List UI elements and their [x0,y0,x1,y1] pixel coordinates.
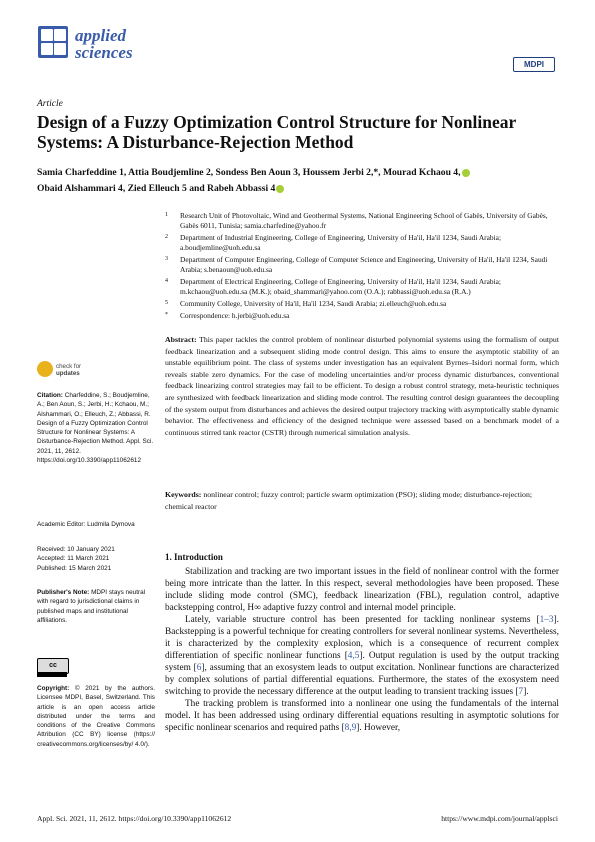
academic-editor: Academic Editor: Ludmila Dymova [37,521,135,528]
copyright-block: Copyright: © 2021 by the authors. Licensee MDPI, Basel, Switzerland. This article is an open access article distributed under the terms and conditions of the Creative Commons Attribution (CC BY) license (https:// creativecommons.org/licenses/by/ 4.0/). [37,685,155,748]
citation-link[interactable]: 7 [518,687,524,697]
journal-name: applied sciences [75,26,133,62]
affiliation-item: 3 Department of Computer Engineering, College of Computer Science and Engineering, University of Ha'il, Ha'il 1234, Saudi Arabia; s.benaoun@uoh.edu.sa [165,255,548,274]
keywords-label: Keywords: [165,490,202,499]
check-updates-icon [37,361,53,377]
author-list [37,165,562,197]
footer-citation: Appl. Sci. 2021, 11, 2612. https://doi.org/10.3390/app11062612 [37,814,232,823]
abstract [165,334,559,438]
citation-link[interactable]: 6 [196,663,202,673]
section-heading: 1. Introduction [165,552,223,562]
citation-link[interactable]: 4,5 [347,651,360,661]
abstract-text: This paper tackles the control problem of nonlinear disturbed polynomial systems using the formalism of output feedback linearization and a subsequent sliding mode control design. This aims to ensure the asymptotic stability of an unstable equilibrium point. The class of systems under investigation has an equivalent Byrnes–Isidori normal form, which reveals stable zero dynamics. For the case of modeling uncertainties and/or process dynamic disturbances, conventional feedback linearizing control strategies may fail to be efficient. To design a robust control strategy, meta-heuristic techniques are synthesized with feedback linearization and sliding mode control. The resulting control design guarantees the decoupling of the system output from disturbances and achieves the desired output trajectory tracking with asymptotically stable dynamic behavior. The effectiveness and efficiency of the designed technique were assessed based on a benchmark model of a continuous stirred tank reactor (CSTR) through numerical simulation analysis. [165,335,560,437]
journal-logo-icon [38,26,68,58]
paragraph: The tracking problem is transformed into a nonlinear one using the fundamentals of the internal model. It has been addressed using ordinary differential equations resulting in asymptotic solutions for specific nonlinear scenarios and required paths [8,9]. However, [165,699,559,733]
orcid-icon[interactable] [276,185,284,193]
keywords [165,489,559,512]
cc-license-icon[interactable]: cc [37,658,69,674]
footer-journal-link[interactable]: https://www.mdpi.com/journal/applsci [441,814,558,823]
dates: Received: 10 January 2021 Accepted: 11 March 2021 Published: 15 March 2021 [37,546,115,572]
authors-line-2: Obaid Alshammari 4, Zied Elleuch 5 and Rabeh Abbassi 4 [37,183,276,194]
orcid-icon[interactable] [462,169,470,177]
paragraph: Lately, variable structure control has been presented for tackling nonlinear systems [1–3]. Backstepping is a powerful technique for creating controllers for several nonlinear systems. Nevertheless, it is characterized by the complexity explosion, which is a consequence of recurrent complex differentiation of specific nonlinear functions [4,5]. Output regulation is used by the output tracking system [6], assuming that an exosystem leads to output excitation. Nonlinear functions are characterized by complex solutions of partial differential equations. Furthermore, the states of the exosystem need switching to provide the necessary difference at the output leading to transient tracking issues [7]. [165,615,560,697]
keywords-text: nonlinear control; fuzzy control; particle swarm optimization (PSO); sliding mode; disturbance-rejection; chemical reactor [165,490,533,511]
affiliation-item: 2 Department of Industrial Engineering, College of Engineering, University of Ha'il, Ha'il 1234, Saudi Arabia; a.boudjemline@uoh.edu.sa [165,233,501,252]
citation-block: Citation: Charfeddine, S.; Boudjemline, A.; Ben Aoun, S.; Jerbi, H.; Kchaou, M.; Alshammari, O.; Elleuch, Z.; Abbassi, R. Design of a Fuzzy Optimization Control Structure for Nonlinear Systems: A Disturbance-Rejection Method. Appl. Sci. 2021, 11, 2612. https://doi.org/10.3390/app11062612 [37,392,154,465]
publisher-note: Publisher's Note: MDPI stays neutral with regard to jurisdictional claims in published maps and institutional affiliations. [37,589,146,624]
affiliation-item: 5 Community College, University of Ha'il, Ha'il 1234, Saudi Arabia; zi.elleuch@uoh.edu.sa [165,299,447,308]
affiliation-item: 4 Department of Electrical Engineering, College of Engineering, University of Ha'il, Ha'il 1234, Saudi Arabia; m.kchaou@uoh.edu.sa (M.K.); obaid_shammari@yahoo.com (O.A.); rabbassi@uoh.edu.sa (R.A.) [165,277,501,296]
abstract-label: Abstract: [165,335,197,344]
paper-title: Design of a Fuzzy Optimization Control Structure for Nonlinear Systems: A Disturbance-Rejection Method [37,112,516,152]
citation-link[interactable]: 1–3 [539,615,554,625]
authors-line-1: Samia Charfeddine 1, Attia Boudjemline 2, Sondess Ben Aoun 3, Houssem Jerbi 2,*, Mourad Kchaou 4, [37,167,461,178]
paragraph: Stabilization and tracking are two important issues in the field of nonlinear control with the former being more intricate than the latter. In this respect, several methodologies have been proposed. These include sliding mode control (SMC), feedback linearization (FBL), regulation control, adaptive backstepping control, H∞ adaptive fuzzy control and internal model principle. [165,567,559,613]
body-text [165,566,559,734]
affiliation-item: 1 Research Unit of Photovoltaic, Wind and Geothermal Systems, National Engineering School of Gabès, University of Gabès, Gabès 6011, Tunisia; samia.charfedine@yahoo.fr [165,211,548,230]
correspondence: * Correspondence: h.jerbi@uoh.edu.sa [165,311,290,320]
citation-link[interactable]: 8,9 [344,723,357,733]
article-type: Article [37,99,63,109]
affiliations [165,211,565,323]
cc-by-icon [37,672,67,677]
publisher-logo: MDPI [513,57,555,72]
